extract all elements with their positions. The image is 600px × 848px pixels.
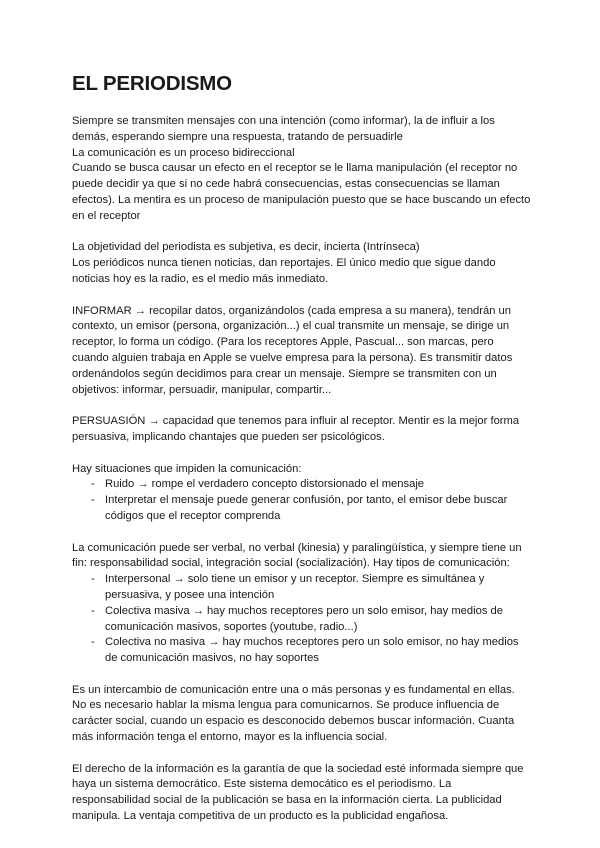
bullet-dash: - [91, 478, 95, 491]
paragraph-situaciones-intro [72, 462, 532, 478]
text-line: noticias hoy es la radio, es el medio más inmediato. [72, 272, 329, 285]
text-line: persuasiva, y posee una intención [105, 588, 275, 601]
text-line: persuasiva, implicando chantajes que pueden ser psicológicos. [72, 430, 385, 443]
text-line: El derecho de la información es la garantía de que la sociedad esté informada siempre que [72, 762, 524, 775]
text-line: La comunicación puede ser verbal, no verbal (kinesia) y paralingüística, y siempre tiene un [72, 541, 522, 554]
list-item [72, 572, 532, 604]
text-line: Ruido → rompe el verdadero concepto distorsionado el mensaje [105, 478, 425, 491]
text-line: INFORMAR → recopilar datos, organizándolos (cada empresa a su manera), tendrán un [72, 304, 512, 317]
text-line: ordenándolos según decidimos para crear un mensaje. Siempre se transmiten con un [72, 367, 497, 380]
text-line: manipula. La ventaja competitiva de un producto es la publicidad engañosa. [72, 810, 449, 823]
text-line: Es un intercambio de comunicación entre una o más personas y es fundamental en ellas. [72, 683, 515, 696]
paragraph-informar [72, 304, 532, 399]
text-line: demás, esperando siempre una respuesta, tratando de persuadirle [72, 130, 403, 143]
text-line: Interpretar el mensaje puede generar confusión, por tanto, el emisor debe buscar [105, 494, 508, 507]
text-line: efectos). La mentira es un proceso de manipulación puesto que se hace buscando un efecto [72, 193, 531, 206]
bullet-list-tipos [72, 572, 532, 667]
page-title: EL PERIODISMO [72, 72, 232, 95]
text-line: códigos que el receptor comprenda [105, 509, 281, 522]
text-line: comunicación masivos, soportes (youtube, radio...) [105, 620, 358, 633]
bullet-dash: - [91, 494, 95, 507]
text-line: en el receptor [72, 209, 141, 222]
text-line: Cuando se busca causar un efecto en el receptor se le llama manipulación (el receptor no [72, 162, 518, 175]
paragraph-objetividad [72, 240, 532, 287]
text-line: La objetividad del periodista es subjetiva, es decir, incierta (Intrínseca) [72, 241, 420, 254]
text-line: contexto, un emisor (persona, organización...) el cual transmite un mensaje, se dirige un [72, 320, 510, 333]
text-line: La comunicación es un proceso bidireccional [72, 146, 295, 159]
paragraph-persuasion [72, 414, 532, 446]
paragraph-tipos-intro [72, 541, 532, 573]
text-line: Colectiva masiva → hay muchos receptores pero un solo emisor, hay medios de [105, 604, 503, 617]
text-line: fin: responsabilidad social, integración social (socialización). Hay tipos de comunicación: [72, 557, 510, 570]
text-line: Los periódicos nunca tienen noticias, dan reportajes. El único medio que sigue dando [72, 257, 496, 270]
text-line: cuando alguien trabaja en Apple se vuelve empresa para la persona). Es transmitir datos [72, 351, 513, 364]
list-item [72, 635, 532, 667]
list-item [72, 493, 532, 525]
list-item [72, 477, 532, 493]
section-situaciones [72, 462, 532, 525]
paragraph-intercambio [72, 683, 532, 746]
section-tipos-comunicacion [72, 541, 532, 667]
text-line: haya un sistema democrático. Este sistema democático es el periodismo. La [72, 778, 452, 791]
text-line: carácter social, cuando un espacio es desconocido debemos buscar información. Cuanta [72, 715, 515, 728]
text-line: responsabilidad social de la publicación se basa en la información cierta. La publicidad [72, 794, 502, 807]
text-line: PERSUASIÓN → capacidad que tenemos para influir al receptor. Mentir es la mejor forma [72, 415, 520, 428]
text-line: No es necesario hablar la misma lengua para comunicarnos. Se produce influencia de [72, 699, 500, 712]
text-line: Colectiva no masiva → hay muchos receptores pero un solo emisor, no hay medios [105, 636, 519, 649]
text-line: Siempre se transmiten mensajes con una intención (como informar), la de influir a los [72, 115, 495, 127]
text-line: de comunicación masivos, no hay soportes [105, 652, 319, 665]
text-line: objetivos: informar, persuadir, manipular, compartir... [72, 383, 332, 396]
bullet-list-situaciones [72, 477, 532, 524]
bullet-dash: - [91, 573, 95, 586]
bullet-dash: - [91, 636, 95, 649]
bullet-dash: - [91, 604, 95, 617]
text-line: Interpersonal → solo tiene un emisor y un receptor. Siempre es simultánea y [105, 573, 485, 586]
text-line: Hay situaciones que impiden la comunicación: [72, 462, 302, 475]
paragraph-derecho-informacion [72, 762, 532, 825]
text-line: más información tenga el entorno, mayor es la influencia social. [72, 731, 388, 744]
document-page [72, 72, 532, 841]
text-line: puede decidir ya que si no cede habrá consecuencias, estas consecuencias se llaman [72, 178, 500, 191]
paragraph-intencion [72, 114, 532, 225]
list-item [72, 604, 532, 636]
text-line: receptor, lo forma un código. (Para los receptores Apple, Pascual... son marcas, pero [72, 336, 494, 349]
